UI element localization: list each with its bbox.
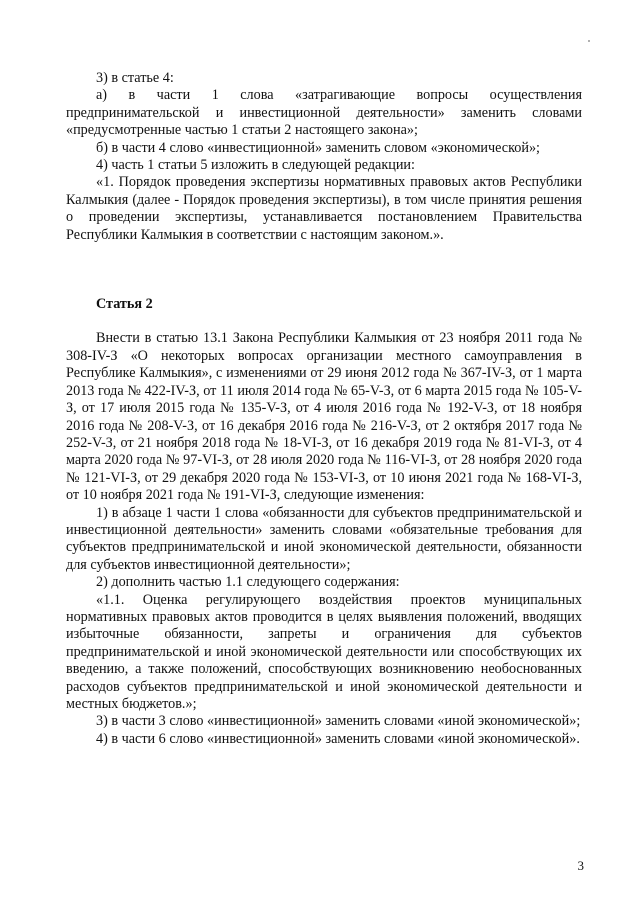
paragraph: 4) в части 6 слово «инвестиционной» заменить словами «иной экономической». [96,730,580,747]
paragraph: 3) в статье 4: [96,70,174,86]
paragraph: Внести в статью 13.1 Закона Республики Калмыкия от 23 ноября 2011 года № 308-IV-З «О некоторых вопросах организации местного самоуправления в Республике Калмыкия», с изменениями от 29 июня 2012 года № 367-IV-З, от 1 марта 2013 года № 422-IV-З, от 11 июля 2014 года № 65-V-З, от 6 марта 2015 года № 105-V-З, от 17 июля 2015 года № 135-V-З, от 4 июля 2016 года № 192-V-З, от 18 ноября 2016 года № 208-V-З, от 16 декабря 2016 года № 216-V-З, от 2 октября 2017 года № 252-V-З, от 21 ноября 2018 года № 18-VI-З, от 16 декабря 2019 года № 81-VI-З, от 4 марта 2020 года № 97-VI-З, от 28 июля 2020 года № 116-VI-З, от 28 ноября 2020 года № 121-VI-З, от 29 декабря 2020 года № 153-VI-З, от 10 июня 2021 года № 168-VI-З, от 10 ноября 2021 года № 191-VI-З, следующие изменения: [66,330,582,504]
paragraph: 3) в части 3 слово «инвестиционной» заменить словами «иной экономической»; [96,713,581,730]
page-number: 3 [577,858,584,873]
scan-speck [588,40,590,42]
article-heading: Статья 2 [96,296,153,313]
paragraph: 4) часть 1 статьи 5 изложить в следующей редакции: [96,157,415,174]
paragraph: 1) в абзаце 1 части 1 слова «обязанности для субъектов предпринимательской и инвестиционной деятельности» заменить словами «обязательные требования для субъектов предпринимательской и иной экономической деятельности, обязанности для субъектов инвестиционной деятельности»; [66,504,582,573]
paragraph: «1. Порядок проведения экспертизы нормативных правовых актов Республики Калмыкия (далее - Порядок проведения экспертизы), в том числе принятия решения о проведении экспертизы, устанавливается постановлением Правительства Республики Калмыкия в соответствии с настоящим законом.». [66,174,582,243]
section-article-2 [66,330,582,748]
paragraph: а) в части 1 слова «затрагивающие вопросы осуществления предпринимательской и инвестиционной деятельности» заменить словами «предусмотренные частью 1 статьи 2 настоящего закона»; [66,87,582,139]
paragraph: 2) дополнить частью 1.1 следующего содержания: [96,574,400,591]
paragraph: б) в части 4 слово «инвестиционной» заменить словом «экономической»; [96,139,540,156]
section-article-4-amendments [66,70,582,244]
paragraph: «1.1. Оценка регулирующего воздействия проектов муниципальных нормативных правовых актов проводится в целях выявления положений, вводящих избыточные обязанности, запреты и ограничения для субъектов предпринимательской и иной экономической деятельности или способствующих их введению, а также положений, способствующих возникновению необоснованных расходов субъектов предпринимательской и иной экономической деятельности и местных бюджетов.»; [66,591,582,712]
